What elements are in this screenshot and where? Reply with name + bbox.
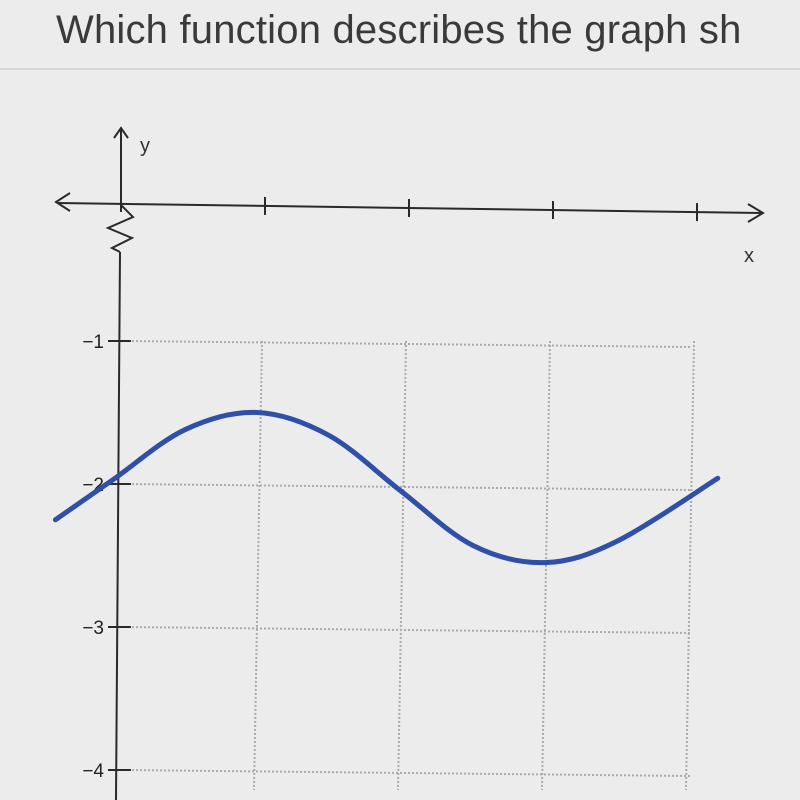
- grid-vline: [686, 341, 694, 790]
- y-tick-label: −2: [82, 475, 104, 496]
- grid-vline: [254, 341, 262, 790]
- grid-hline: [124, 484, 690, 490]
- y-tick-label: −1: [82, 332, 104, 353]
- grid: [124, 341, 694, 790]
- grid-hline: [124, 770, 690, 776]
- curve-layer: [55, 412, 718, 562]
- y-tick-label: −3: [82, 618, 104, 639]
- y-axis-label: y: [140, 135, 150, 157]
- y-axis-break-icon: [108, 205, 133, 252]
- x-axis-left-arrow-icon: [56, 193, 70, 211]
- curve-line: [55, 412, 717, 562]
- x-axis-label: x: [744, 245, 754, 267]
- axes: [56, 128, 763, 800]
- grid-vline: [398, 341, 406, 790]
- grid-hline: [124, 341, 690, 347]
- y-ticks: [82, 332, 131, 782]
- grid-hline: [124, 627, 690, 633]
- question-text: Which function describes the graph sh: [56, 8, 742, 52]
- y-tick-label: −4: [82, 761, 104, 782]
- y-axis-lower-line: [116, 252, 120, 800]
- grid-vline: [542, 341, 550, 790]
